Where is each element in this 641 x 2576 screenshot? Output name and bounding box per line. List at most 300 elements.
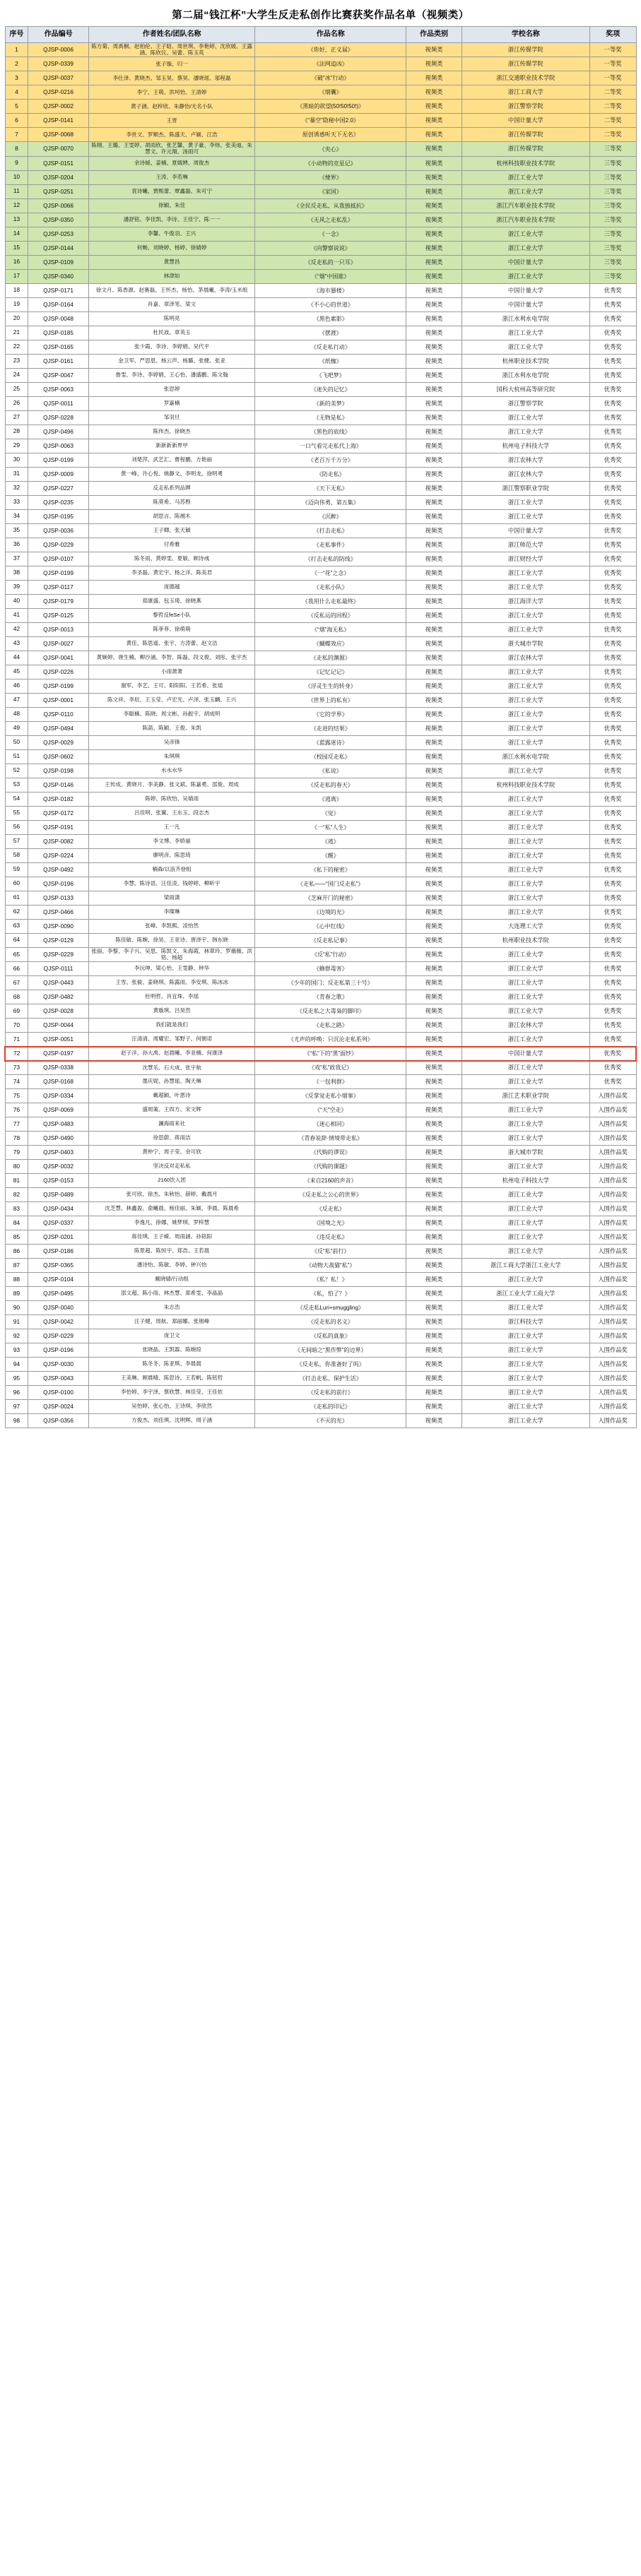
cell-index: 18 <box>5 283 28 297</box>
cell-category: 视频类 <box>406 340 462 354</box>
cell-index: 79 <box>5 1146 28 1160</box>
cell-award: 优秀奖 <box>589 721 636 735</box>
cell-index: 20 <box>5 311 28 326</box>
cell-work-title: 《“烟”中国谁》 <box>255 269 406 283</box>
cell-authors: 陈菲菲、徐萌萌 <box>88 622 255 636</box>
cell-award: 优秀奖 <box>589 467 636 481</box>
table-row <box>5 184 636 198</box>
cell-code: QJSP-0216 <box>28 85 88 100</box>
cell-category: 视频类 <box>406 721 462 735</box>
cell-category: 视频类 <box>406 227 462 241</box>
cell-award: 优秀奖 <box>589 410 636 425</box>
cell-work-title: 《小动物的克星记》 <box>255 156 406 170</box>
cell-award: 优秀奖 <box>589 622 636 636</box>
cell-work-title: 《来自2160的声音》 <box>255 1174 406 1188</box>
cell-school: 杭州职业技术学院 <box>461 933 589 947</box>
cell-work-title: 《摆渡》 <box>255 326 406 340</box>
cell-category: 视频类 <box>406 636 462 651</box>
cell-authors: 蒋佳琪、王子嵘、周雨涵、孙铭阳 <box>88 1230 255 1245</box>
cell-school: 浙江工业大学 <box>461 1117 589 1132</box>
cell-authors: 王晋 <box>88 114 255 128</box>
cell-work-title: 《戏“私”政我记》 <box>255 1061 406 1075</box>
cell-school: 浙江警察学院 <box>461 100 589 114</box>
cell-category: 视频类 <box>406 100 462 114</box>
cell-index: 50 <box>5 735 28 749</box>
table-row <box>5 933 636 947</box>
cell-award: 入围作品奖 <box>589 1343 636 1358</box>
cell-school: 浙江工业大学 <box>461 269 589 283</box>
cell-authors: 陈冬雨、黄婷雯、夏敏、顾诗彧 <box>88 552 255 566</box>
cell-category: 视频类 <box>406 1386 462 1400</box>
cell-category: 视频类 <box>406 368 462 382</box>
table-row <box>5 1202 636 1216</box>
cell-work-title: 《“天”空走》 <box>255 1103 406 1117</box>
table-row <box>5 1117 636 1132</box>
cell-code: QJSP-0495 <box>28 1287 88 1301</box>
cell-code: QJSP-0125 <box>28 608 88 622</box>
cell-code: QJSP-0030 <box>28 1358 88 1372</box>
table-row <box>5 1400 636 1414</box>
cell-category: 视频类 <box>406 538 462 552</box>
cell-work-title: 《迷失的记忆》 <box>255 382 406 396</box>
table-row <box>5 1075 636 1089</box>
cell-school: 浙江工业大学 <box>461 665 589 679</box>
table-row <box>5 269 636 283</box>
cell-category: 视频类 <box>406 877 462 891</box>
cell-code: QJSP-0041 <box>28 651 88 665</box>
cell-school: 中国计量大学 <box>461 255 589 269</box>
cell-work-title: 《迷心相同》 <box>255 1117 406 1132</box>
cell-index: 86 <box>5 1245 28 1259</box>
cell-index: 85 <box>5 1230 28 1245</box>
cell-award: 优秀奖 <box>589 368 636 382</box>
cell-authors: 吴彦锋 <box>88 735 255 749</box>
column-header-code: 作品编号 <box>28 27 88 43</box>
cell-award: 优秀奖 <box>589 636 636 651</box>
cell-category: 视频类 <box>406 71 462 85</box>
cell-code: QJSP-0002 <box>28 100 88 114</box>
cell-code: QJSP-0144 <box>28 241 88 255</box>
cell-award: 优秀奖 <box>589 538 636 552</box>
cell-authors: 黄婉婷、唐生楠、柳沙涵、李智、陈磊、段文俊、刘彤、张宇杰 <box>88 651 255 665</box>
cell-award: 优秀奖 <box>589 665 636 679</box>
cell-work-title: 《走私之路》 <box>255 1019 406 1033</box>
cell-school: 浙江工业大学 <box>461 1004 589 1019</box>
cell-award: 优秀奖 <box>589 905 636 919</box>
cell-category: 视频类 <box>406 552 462 566</box>
cell-authors: 坚决反对走私私 <box>88 1160 255 1174</box>
cell-index: 15 <box>5 241 28 255</box>
cell-school: 浙江艺术职业学院 <box>461 1089 589 1103</box>
cell-code: QJSP-0069 <box>28 1103 88 1117</box>
cell-index: 63 <box>5 919 28 933</box>
cell-index: 19 <box>5 297 28 311</box>
table-row <box>5 651 636 665</box>
table-row <box>5 156 636 170</box>
cell-work-title: 《破“冰”行动》 <box>255 71 406 85</box>
table-row <box>5 439 636 453</box>
cell-work-title: 《走私——“国门反走私”》 <box>255 877 406 891</box>
cell-authors: 谢军、李艺、王可、阳阳阳、王若希、张瑶 <box>88 679 255 693</box>
cell-authors: 我们就是我们 <box>88 1019 255 1033</box>
table-row <box>5 947 636 961</box>
cell-authors: 邵文超、陈小雨、林杰慧、郑希雯、李晶晶 <box>88 1287 255 1301</box>
cell-work-title: 《反“私”前行》 <box>255 1245 406 1259</box>
table-row <box>5 1358 636 1372</box>
table-row <box>5 1004 636 1019</box>
cell-index: 8 <box>5 142 28 156</box>
cell-work-title: 《走私事件》 <box>255 538 406 552</box>
cell-school: 浙江工业大学 <box>461 1301 589 1315</box>
cell-school: 浙江工业大学 <box>461 877 589 891</box>
table-row <box>5 1160 636 1174</box>
cell-code: QJSP-0197 <box>28 1047 88 1061</box>
table-row <box>5 213 636 227</box>
cell-authors: 新新新新界甲 <box>88 439 255 453</box>
cell-work-title: 《迈向伟勇、第五集》 <box>255 495 406 509</box>
table-row <box>5 1259 636 1273</box>
cell-code: QJSP-0443 <box>28 976 88 990</box>
cell-work-title: 《觉》 <box>255 806 406 820</box>
cell-index: 59 <box>5 862 28 877</box>
cell-category: 视频类 <box>406 947 462 961</box>
cell-code: QJSP-0185 <box>28 326 88 340</box>
cell-school: 浙江工业大学 <box>461 679 589 693</box>
cell-category: 视频类 <box>406 919 462 933</box>
cell-school: 浙江工业大学 <box>461 1216 589 1230</box>
cell-award: 入围作品奖 <box>589 1372 636 1386</box>
cell-award: 三等奖 <box>589 213 636 227</box>
cell-school: 浙江工业大学 <box>461 1160 589 1174</box>
cell-authors: 黄璇琪、吕昊然 <box>88 1004 255 1019</box>
cell-category: 视频类 <box>406 735 462 749</box>
table-row <box>5 410 636 425</box>
cell-work-title: 《代购的课题》 <box>255 1160 406 1174</box>
cell-authors: 李怡婷、李宇泽、蔡欣慧、林佳莹、王佳依 <box>88 1386 255 1400</box>
cell-authors: 黄仲宁、周子莹、余可欣 <box>88 1146 255 1160</box>
cell-authors: 罗嘉楠 <box>88 396 255 410</box>
cell-index: 83 <box>5 1202 28 1216</box>
cell-code: QJSP-0141 <box>28 114 88 128</box>
cell-authors: 李世文、罗顺杰、陈盛天、卢颖、江浩 <box>88 128 255 142</box>
cell-index: 58 <box>5 848 28 862</box>
cell-school: 浙江工业大学 <box>461 1075 589 1089</box>
cell-award: 优秀奖 <box>589 297 636 311</box>
cell-work-title: 《无风之走私乱》 <box>255 213 406 227</box>
cell-index: 90 <box>5 1301 28 1315</box>
cell-award: 入围作品奖 <box>589 1174 636 1188</box>
cell-work-title: 《反“私”行动》 <box>255 947 406 961</box>
cell-award: 优秀奖 <box>589 608 636 622</box>
cell-school: 浙江工业大学 <box>461 891 589 905</box>
cell-work-title: 《一“私”人生》 <box>255 820 406 834</box>
cell-authors: 盛周策、王四方、宋文辉 <box>88 1103 255 1117</box>
cell-award: 优秀奖 <box>589 283 636 297</box>
cell-school: 浙江工业大学 <box>461 608 589 622</box>
cell-category: 视频类 <box>406 962 462 976</box>
cell-index: 39 <box>5 580 28 594</box>
column-header-index: 序号 <box>5 27 28 43</box>
table-row <box>5 834 636 848</box>
cell-school: 浙江工业大学 <box>461 1033 589 1047</box>
cell-authors: 小雨萧萧 <box>88 665 255 679</box>
cell-school: 浙江水利水电学院 <box>461 749 589 764</box>
table-row <box>5 919 636 933</box>
table-row <box>5 735 636 749</box>
cell-index: 78 <box>5 1132 28 1146</box>
cell-code: QJSP-0340 <box>28 269 88 283</box>
cell-authors: 2160饮入团 <box>88 1174 255 1188</box>
cell-award: 优秀奖 <box>589 311 636 326</box>
cell-school: 国科大杭州高等研究院 <box>461 382 589 396</box>
cell-code: QJSP-0196 <box>28 877 88 891</box>
table-row <box>5 552 636 566</box>
cell-index: 88 <box>5 1273 28 1287</box>
cell-code: QJSP-0042 <box>28 1315 88 1329</box>
table-row <box>5 1047 636 1061</box>
cell-award: 优秀奖 <box>589 651 636 665</box>
cell-work-title: 《私说》 <box>255 764 406 778</box>
cell-authors: 李圣磊、黄宏宇、杨之洋、陈美君 <box>88 566 255 580</box>
cell-index: 95 <box>5 1372 28 1386</box>
cell-work-title: 《家国》 <box>255 184 406 198</box>
cell-authors: 墨庆妮、孙慧瑶、陶天琳 <box>88 1075 255 1089</box>
cell-index: 13 <box>5 213 28 227</box>
cell-authors: 刘楚萍、武艺汇、曹程鹏、方艳丽 <box>88 453 255 467</box>
cell-school: 浙江水利水电学院 <box>461 311 589 326</box>
cell-authors: 反走私系列品牌 <box>88 481 255 495</box>
cell-category: 视频类 <box>406 85 462 100</box>
cell-code: QJSP-0047 <box>28 368 88 382</box>
cell-award: 三等奖 <box>589 198 636 213</box>
cell-authors: 梁雨潇 <box>88 891 255 905</box>
cell-code: QJSP-0009 <box>28 467 88 481</box>
cell-award: 优秀奖 <box>589 778 636 792</box>
cell-award: 二等奖 <box>589 114 636 128</box>
cell-index: 61 <box>5 891 28 905</box>
cell-code: QJSP-0496 <box>28 425 88 439</box>
cell-award: 优秀奖 <box>589 693 636 707</box>
cell-index: 38 <box>5 566 28 580</box>
cell-school: 浙江工业大学 <box>461 693 589 707</box>
cell-category: 视频类 <box>406 114 462 128</box>
cell-award: 优秀奖 <box>589 509 636 523</box>
table-row <box>5 679 636 693</box>
cell-authors: 李璨琳 <box>88 905 255 919</box>
cell-category: 视频类 <box>406 764 462 778</box>
cell-index: 75 <box>5 1089 28 1103</box>
cell-work-title: 《天下无私》 <box>255 481 406 495</box>
cell-work-title: 《校园反走私》 <box>255 749 406 764</box>
cell-award: 三等奖 <box>589 241 636 255</box>
table-row <box>5 57 636 71</box>
table-row <box>5 1216 636 1230</box>
cell-index: 28 <box>5 425 28 439</box>
cell-work-title: 《世界上的私有》 <box>255 693 406 707</box>
cell-category: 视频类 <box>406 439 462 453</box>
cell-index: 94 <box>5 1358 28 1372</box>
cell-index: 16 <box>5 255 28 269</box>
table-row <box>5 326 636 340</box>
cell-category: 视频类 <box>406 749 462 764</box>
cell-award: 入围作品奖 <box>589 1117 636 1132</box>
cell-award: 优秀奖 <box>589 580 636 594</box>
table-row <box>5 198 636 213</box>
cell-school: 浙江传媒学院 <box>461 57 589 71</box>
cell-work-title: 《反走私的前行》 <box>255 1386 406 1400</box>
cell-school: 浙江传媒学院 <box>461 128 589 142</box>
cell-code: QJSP-0161 <box>28 354 88 368</box>
cell-code: QJSP-0483 <box>28 1117 88 1132</box>
cell-work-title: 《走私小队》 <box>255 580 406 594</box>
cell-school: 浙江工业大学 <box>461 495 589 509</box>
cell-category: 视频类 <box>406 410 462 425</box>
cell-authors: 张子璇、归一 <box>88 57 255 71</box>
cell-code: QJSP-0048 <box>28 311 88 326</box>
cell-authors: 吴怡婷、张心怡、王诗琪、李欣然 <box>88 1400 255 1414</box>
cell-code: QJSP-0229 <box>28 538 88 552</box>
cell-school: 浙江工业大学 <box>461 862 589 877</box>
cell-code: QJSP-0490 <box>28 1132 88 1146</box>
cell-index: 71 <box>5 1033 28 1047</box>
cell-authors: 袁诗曦、贾熙蕾、覃鑫磊、朱可宁 <box>88 184 255 198</box>
cell-authors: 杜民波、章英玉 <box>88 326 255 340</box>
cell-work-title: 《打击走私、保护生活》 <box>255 1372 406 1386</box>
cell-category: 视频类 <box>406 311 462 326</box>
cell-work-title: 《反走私之大毒枭的脚印》 <box>255 1004 406 1019</box>
cell-school: 杭州职业技术学院 <box>461 354 589 368</box>
table-row <box>5 721 636 735</box>
cell-authors: 陈景超、陈恒宇、郑浩、王若晨 <box>88 1245 255 1259</box>
cell-school: 浙江工业大学 <box>461 1230 589 1245</box>
cell-category: 视频类 <box>406 792 462 806</box>
table-row <box>5 1343 636 1358</box>
cell-authors: 朱志浩 <box>88 1301 255 1315</box>
cell-index: 9 <box>5 156 28 170</box>
table-row <box>5 1019 636 1033</box>
cell-award: 入围作品奖 <box>589 1103 636 1117</box>
table-row <box>5 538 636 552</box>
cell-index: 14 <box>5 227 28 241</box>
cell-category: 视频类 <box>406 1358 462 1372</box>
cell-authors: 何畅、刘晓婷、杨婷、徐婧婷 <box>88 241 255 255</box>
cell-category: 视频类 <box>406 1245 462 1259</box>
cell-category: 视频类 <box>406 1259 462 1273</box>
cell-index: 54 <box>5 792 28 806</box>
cell-award: 入围作品奖 <box>589 1315 636 1329</box>
cell-award: 三等奖 <box>589 142 636 156</box>
cell-authors: 汪清清、周耀宏、邹野子、何朝诺 <box>88 1033 255 1047</box>
cell-school: 浙江工商大学浙江工业大学 <box>461 1259 589 1273</box>
cell-school: 浙江财经大学 <box>461 552 589 566</box>
cell-code: QJSP-0201 <box>28 1230 88 1245</box>
cell-category: 视频类 <box>406 1117 462 1132</box>
cell-index: 77 <box>5 1117 28 1132</box>
cell-index: 97 <box>5 1400 28 1414</box>
cell-authors: 王涛、李若琳 <box>88 170 255 184</box>
cell-index: 56 <box>5 820 28 834</box>
table-row <box>5 453 636 467</box>
cell-category: 视频类 <box>406 1216 462 1230</box>
cell-work-title: 《你好，正义届》 <box>255 43 406 57</box>
cell-authors: 水水水华 <box>88 764 255 778</box>
cell-work-title: 《代购的谬误》 <box>255 1146 406 1160</box>
cell-school: 浙江工业大学 <box>461 1400 589 1414</box>
cell-school: 浙江工业大学 <box>461 170 589 184</box>
table-row <box>5 1372 636 1386</box>
cell-school: 浙江交通职业技术学院 <box>461 71 589 85</box>
table-row <box>5 1146 636 1160</box>
cell-school: 浙江工业大学 <box>461 241 589 255</box>
cell-work-title: 《反走私记事》 <box>255 933 406 947</box>
cell-award: 优秀奖 <box>589 396 636 410</box>
table-row <box>5 848 636 862</box>
cell-school: 浙江工业大学 <box>461 340 589 354</box>
cell-authors: 王子卿、张天颖 <box>88 523 255 538</box>
cell-school: 浙江工业大学 <box>461 1343 589 1358</box>
table-row <box>5 1386 636 1400</box>
cell-work-title: 《反走私Luri+smuggling》 <box>255 1301 406 1315</box>
table-row <box>5 778 636 792</box>
cell-authors: 张少霞、李诗、李婷娟、吴代平 <box>88 340 255 354</box>
cell-work-title: 《打击走私》 <box>255 523 406 538</box>
cell-category: 视频类 <box>406 467 462 481</box>
cell-work-title: 《“烟”海无私》 <box>255 622 406 636</box>
cell-index: 76 <box>5 1103 28 1117</box>
cell-school: 浙江工业大学 <box>461 947 589 961</box>
cell-category: 视频类 <box>406 142 462 156</box>
cell-work-title: 《走私的渊源》 <box>255 651 406 665</box>
cell-award: 优秀奖 <box>589 919 636 933</box>
table-row <box>5 396 636 410</box>
table-row <box>5 566 636 580</box>
cell-school: 浙江科技大学 <box>461 1315 589 1329</box>
table-row <box>5 990 636 1004</box>
table-row <box>5 481 636 495</box>
cell-category: 视频类 <box>406 1400 462 1414</box>
cell-category: 视频类 <box>406 156 462 170</box>
cell-index: 5 <box>5 100 28 114</box>
cell-index: 74 <box>5 1075 28 1089</box>
cell-school: 浙江工业大学 <box>461 905 589 919</box>
table-row <box>5 297 636 311</box>
cell-award: 优秀奖 <box>589 453 636 467</box>
cell-index: 49 <box>5 721 28 735</box>
cell-code: QJSP-0032 <box>28 1160 88 1174</box>
cell-category: 视频类 <box>406 679 462 693</box>
cell-code: QJSP-0001 <box>28 693 88 707</box>
cell-work-title: 《“暴空”隐秘中国2.0》 <box>255 114 406 128</box>
table-row <box>5 764 636 778</box>
cell-category: 视频类 <box>406 905 462 919</box>
cell-code: QJSP-0153 <box>28 1174 88 1188</box>
cell-category: 视频类 <box>406 425 462 439</box>
cell-authors: 吕佳明、张翼、王东玉、段志杰 <box>88 806 255 820</box>
cell-category: 视频类 <box>406 834 462 848</box>
cell-index: 6 <box>5 114 28 128</box>
cell-school: 浙江工业大学 <box>461 976 589 990</box>
cell-work-title: 《黑色的底线》 <box>255 425 406 439</box>
cell-award: 入围作品奖 <box>589 1245 636 1259</box>
cell-work-title: 原创诱惑听天下无名》 <box>255 128 406 142</box>
cell-award: 优秀奖 <box>589 792 636 806</box>
table-row <box>5 1287 636 1301</box>
cell-code: QJSP-0602 <box>28 749 88 764</box>
cell-index: 67 <box>5 976 28 990</box>
cell-category: 视频类 <box>406 523 462 538</box>
cell-index: 7 <box>5 128 28 142</box>
cell-category: 视频类 <box>406 1061 462 1075</box>
